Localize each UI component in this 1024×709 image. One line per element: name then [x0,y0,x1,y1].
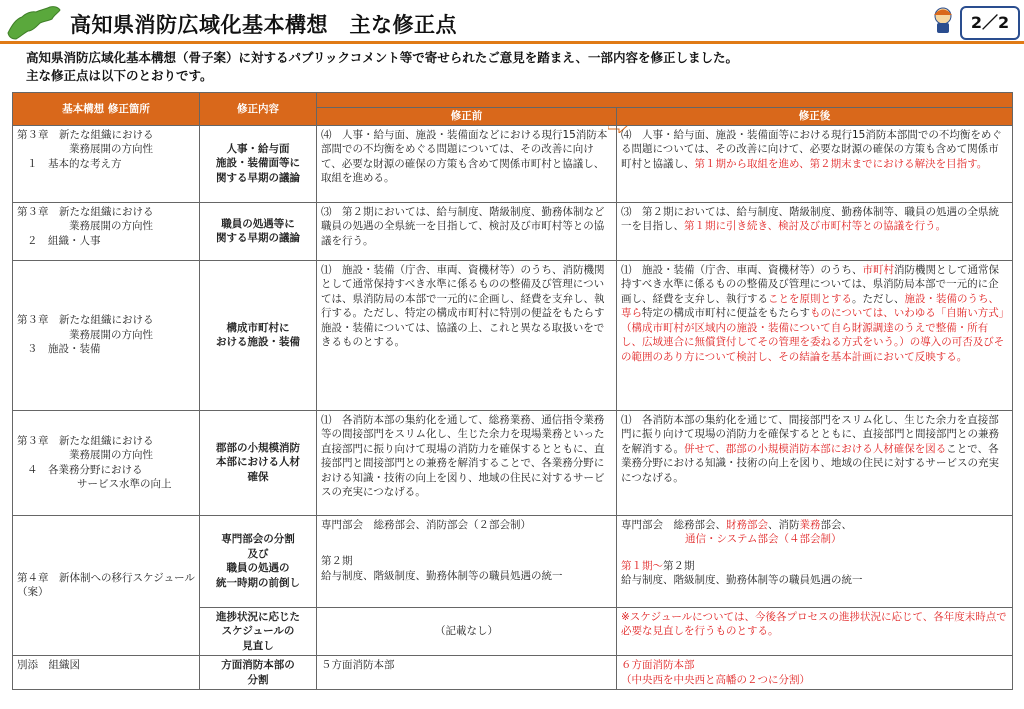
after-revised-text: 施設・装備のうち、専ら [621,292,999,319]
page-title: 高知県消防広域化基本構想 主な修正点 [70,13,457,37]
location-subsection: ３ 施設・装備 [27,343,101,356]
after-revised-text: （中央西を中央西と高幡の２つに分割） [621,673,810,686]
location-section: 業務展開の方向性 [69,143,153,155]
intro-line-1: 高知県消防広域化基本構想（骨子案）に対するパブリックコメント等で寄せられたご意見を踏まえ、一部内容を修正しました。 [26,50,739,65]
table-row [13,260,1013,410]
col-header-location: 基本構想 修正箇所 [13,93,200,126]
table-row [13,515,1013,607]
kochi-map-icon [6,3,62,41]
intro-line-2: 主な修正点は以下のとおりです。 [26,68,213,83]
row-after [617,260,1013,410]
row-before: ⑷ 人事・給与面、施設・装備面などにおける現行15消防本部間での不均衡をめぐる問題については、その改善に向けて、必要な財源の確保の方策も含めて関係市町村と協議し、取組を進める。 [317,125,617,202]
after-revised-text: 第１期に引き続き、検討及び市町村等との協議を行う。 [684,220,947,232]
after-text: ⑴ 各消防本部の集約化を通じて、間接部門をスリム化し、生じた余力を直接部門に振り向けて現場の消防力を確保するとともに、直接部門と間接部門との兼務を解消する。 [621,413,999,455]
before-unification: 給与制度、階級制度、勤務体制等の職員処遇の統一 [321,569,563,582]
row-after [617,202,1013,260]
after-revised-text: 通信・システム部会（４部会制） [685,533,842,545]
row-item: 構成市町村に おける施設・装備 [200,260,317,410]
location-subsection: ４ 各業務分野における [27,463,143,476]
after-text: ことで、各業務分野における知識・技術の向上を図り、地域の住民に対するサービスの充実につなげる。 [621,442,999,484]
row-item: 郡部の小規模消防 本部における人材 確保 [200,410,317,515]
row-before: ⑴ 各消防本部の集約化を通して、総務業務、通信指令業務等の間接部門をスリム化し、生じた余力を現場業務といった直接部門に振り向けて現場の消防力を確保するとともに、直接部門と間接部門との兼務を解消することで、各業務分野における知識・技術の向上を図り、地域の住民に対するサービスの充実につなげる。 [317,410,617,515]
after-revised-text: ものについては、いわゆる「自賄い方式」（構成市町村が区域内の施設・装備について自ら財源調達のうえで整備・所有し、広域連合に無償貸付してその管理を委ねる方式をいう。）の導入の可否及びその範囲のあり方について検討し、その結論を基本計画において反映する。 [621,307,1005,363]
location-chapter: 第３章 新たな組織における [17,128,154,141]
row-after [617,410,1013,515]
revision-table [12,92,1013,690]
after-text: ⑶ 第２期においては、給与制度、階級制度、勤務体制等、職員の処遇の全県統一を目指し、 [621,205,999,232]
after-unification: 給与制度、階級制度、勤務体制等の職員処遇の統一 [621,574,863,586]
location-subsection: １ 基本的な考え方 [27,157,122,170]
after-text: ⑷ 人事・給与面、施設・装備面等における現行15消防本部間での不均衡をめぐる問題については、その改善に向けて、必要な財源の確保の方策も含めて関係市町村と協議し、 [621,128,1002,170]
after-text: 専門部会 総務部会、 [621,518,726,531]
firefighter-mascot-icon [930,6,956,34]
after-revised-text: 市町村 [862,263,894,276]
table-row [13,410,1013,515]
after-committees [621,518,1008,533]
row-before: ⑶ 第２期においては、給与制度、階級制度、勤務体制など職員の処遇の全県統一を目指して、検討及び市町村等との協議を行う。 [317,202,617,260]
table-row [13,656,1013,690]
row-after [617,515,1013,607]
row-after [617,125,1013,202]
after-revised-text: 業務 [799,518,821,531]
page-header [0,0,1024,44]
col-header-after: 修正後 [617,108,1013,126]
location-section: 業務展開の方向性 [69,328,153,341]
row-before [317,515,617,607]
row-after [617,656,1013,690]
table-row [13,125,1013,202]
location-chapter: 第３章 新たな組織における [17,205,154,218]
row-after: ※スケジュールについては、今後各プロセスの進捗状況に応じて、各年度末時点で必要な見直しを行うものとする。 [617,607,1013,656]
row-before: （記載なし） [317,607,617,656]
after-period [621,559,1008,574]
row-item: 方面消防本部の 分割 [200,656,317,690]
row-location [13,260,200,410]
row-item: 進捗状況に応じた スケジュールの 見直し [200,607,317,656]
location-chapter: 第３章 新たな組織における [17,434,154,447]
col-header-before: 修正前 [317,108,617,126]
row-location [13,125,200,202]
after-text: 部会、 [820,518,852,531]
row-location: 別添 組織図 [13,656,200,690]
after-revised-text: 第１期から取組を進め、第２期末までにおける解決を目指す。 [694,157,988,170]
after-revised-text: ６方面消防本部 [621,659,695,671]
col-header-spacer [317,93,1013,108]
after-revised-text: 財務部会 [726,518,768,531]
before-period: 第２期 [321,555,353,567]
col-header-content: 修正内容 [200,93,317,126]
row-location [13,202,200,260]
after-revised-text: 第１期～ [621,559,663,572]
after-text: 消防機関として通常保持すべき水準に係るものの整備及び管理については、県消防局本部で一元的に企画し、経費を支弁し、執行する [621,263,999,305]
location-chapter: 第３章 新たな組織における [17,314,154,327]
row-item: 人事・給与面 施設・装備面等に 関する早期の議論 [200,125,317,202]
location-section: 業務展開の方向性 [69,449,153,461]
row-item: 職員の処遇等に 関する早期の議論 [200,202,317,260]
row-item: 専門部会の分割 及び 職員の処遇の 統一時期の前倒し [200,515,317,607]
intro-text [26,49,738,85]
page-indicator: 2／2 [960,6,1020,40]
location-subsection-cont: サービス水準の向上 [77,478,172,490]
table-row [13,202,1013,260]
row-location [13,410,200,515]
before-committees: 専門部会 総務部会、消防部会（２部会制） [321,518,531,531]
after-text: 特定の構成市町村に便益をもたらす [642,307,810,319]
row-before: ⑴ 施設・装備（庁舎、車両、資機材等）のうち、消防機関として通常保持すべき水準に係るものの整備及び管理については、県消防局の本部で一元的に企画し、経費を支弁し、執行する。ただし、特定の構成市町村に特別の便益をもたらす施設・装備については、協議の上、これと異なる取扱いをできるものとする。 [317,260,617,410]
after-text: 第２期 [663,559,695,572]
after-text: 。ただし、 [852,292,905,305]
location-subsection: ２ 組織・人事 [27,234,101,247]
location-section: 業務展開の方向性 [69,220,153,232]
row-before: ５方面消防本部 [317,656,617,690]
after-text: 、消防 [768,518,800,531]
header-divider [0,41,1024,44]
row-location: 第４章 新体制への移行スケジュール（案） [13,515,200,656]
after-revised-text: ことを原則とする [768,292,852,305]
after-text: ⑴ 施設・装備（庁舎、車両、資機材等）のうち、 [621,263,863,276]
after-revised-text: 併せて、郡部の小規模消防本部における人材確保を図る [684,442,947,455]
